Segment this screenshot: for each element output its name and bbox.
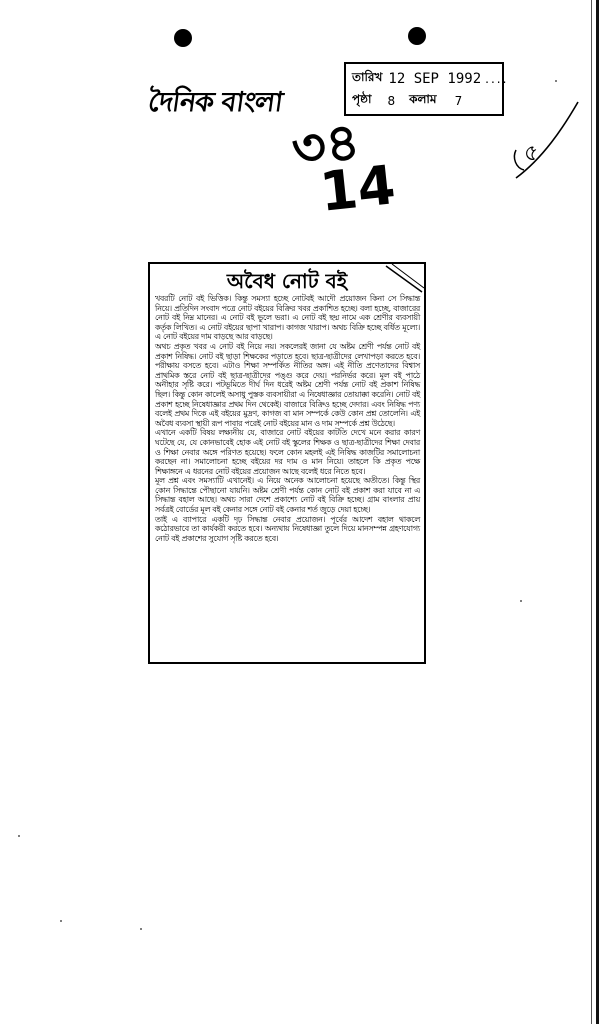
- punch-hole-left: [174, 29, 192, 47]
- date-label: তারিখ: [352, 70, 383, 84]
- punch-hole-right: [408, 27, 426, 45]
- handwritten-margin-mark: [508, 98, 583, 183]
- page-value: 8: [387, 94, 396, 108]
- article-paragraph: অথচ প্রকৃত খবর এ নোট বই নিয়ে নয়। সকলেরই জানা যে অষ্টম শ্রেণী পর্যন্ত নোট বই প্রকাশ নিষিদ্ধ। নোট বই ছাড়া শিক্ষকের পড়াতে হবে। ছাত্র-ছাত্রীদের লেখাপড়া করতে হবে। পরীক্ষায় বসতে হবে। এটাও শিক্ষা সম্পর্কিত নীতির অঙ্গ। এই নীতি প্রণেতাদের বিশ্বাস প্রাথমিক স্তরে নোট বই ছাত্র-ছাত্রীদের পঙ্গু করে দেয়। পরনির্ভর করে। মূল বই পাঠে অনীহার সৃষ্টি করে। পটভূমিতে দীর্ঘ দিন ধরেই অষ্টম শ্রেণী পর্যন্ত নোট বই প্রকাশ নিষিদ্ধ ছিল। কিন্তু কোন কালেই অসাধু পুস্তক ব্যবসায়ীরা এ নিষেধাজ্ঞার তোয়াক্কা করেনি। নোট বই প্রকাশ হচ্ছে নিষেধাজ্ঞার প্রথম দিন থেকেই। বাজারে বিক্রিও হচ্ছে দেদার। এবং নিষিদ্ধ পণ্য বলেই প্রথম দিকে এই বইয়ের মুদ্রণ, কাগজ বা মান সম্পর্কে কেউ কোন প্রশ্ন তোলেনি। এই অবৈধ ব্যবসা স্থায়ী রূপ পাবার পরেই নোট বইয়ের মান ও দাম সম্পর্কে প্রশ্ন উঠেছে।: [155, 341, 420, 428]
- column-label: কলাম: [409, 92, 437, 106]
- article-paragraph: এখানে একটি বিষয় লক্ষ্যনীয় যে, বাজারে নোট বইয়ের কাটতি দেখে মনে করার কারণ ঘটেছে যে, যে কোনভাবেই হোক এই নোট বই স্কুলের শিক্ষক ও ছাত্র-ছাত্রীদের শিক্ষা দেবার ও শিক্ষা নেবার অঙ্গে পরিণত হয়েছে। ফলে কোন মহলই এই নিষিদ্ধ কাজটির সমালোচনা করছেন না। সমালোচনা হচ্ছে বইয়ের দর দাম ও মান নিয়ে। তাহলে কি প্রকৃত পক্ষে শিক্ষাঙ্গনে এ ধরনের নোট বইয়ের প্রয়োজন আছে বলেই ধরে নিতে হবে।: [155, 428, 420, 476]
- date-stamp: তারিখ 12 SEP 1992 .... পৃষ্ঠা 8 কলাম 7: [344, 62, 504, 116]
- handwritten-item-number: 14: [316, 153, 399, 224]
- page-edge-inner: [591, 0, 592, 1024]
- newspaper-masthead: দৈনিক বাংলা: [146, 87, 285, 118]
- scan-speck: [520, 600, 522, 602]
- scan-speck: [555, 80, 557, 82]
- scan-speck: [140, 928, 142, 930]
- newspaper-clipping: [148, 262, 426, 664]
- corner-fold-icon: [384, 264, 424, 294]
- page-edge: [596, 0, 599, 1024]
- handwritten-file-number: ৩৪: [288, 111, 364, 181]
- column-value: 7: [454, 94, 463, 108]
- scan-speck: [18, 835, 20, 837]
- margin-mark-text: ৫: [524, 141, 539, 166]
- page-label: পৃষ্ঠা: [352, 92, 372, 106]
- article-paragraph: মূল প্রশ্ন এবং সমস্যাটি এখানেই। এ নিয়ে অনেক আলোচনা হয়েছে অতীতে। কিন্তু স্থির কোন সিদ্ধান্তে পৌছানো যায়নি। অষ্টম শ্রেণী পর্যন্ত কোন নোট বই প্রকাশ করা যাবে না এ সিদ্ধান্ত বহাল আছে। অথচ সারা দেশে প্রকাশ্যে নোট বই বিক্রি হচ্ছে। গ্রাম বাংলার প্রায় সর্বত্রই বোর্ডের মূল বই কেনার সঙ্গে নোট বই কেনার শর্ত জুড়ে দেয়া হচ্ছে।: [155, 476, 420, 515]
- article-paragraph: খবরটি নোট বই ভিত্তিক। কিন্তু সমস্যা হচ্ছে নোটবই আদৌ প্রয়োজন কিনা সে সিদ্ধান্ত নিয়ে। প্রতিদিন সংবাদ পত্রে নোট বইয়ের বিক্রির খবর প্রকাশিত হচ্ছে। বলা হচ্ছে, বাজারের নোট বই নিম্ন মানের। এ নোট বই ভুলে ভরা। এ নোট বই ছদ্ম নামে এক শ্রেণীর ব্যবসায়ী কর্তৃক লিখিত। এ নোট বইয়ের ছাপা খারাপ। কাগজ খারাপ। অথচ বিক্রি হচ্ছে বর্ধিত মূল্যে। এ নোট বইয়ের দাম বাড়ছে আর বাড়ছে।: [155, 294, 420, 342]
- article-paragraph: তাই এ ব্যাপারে একটি দৃঢ় সিদ্ধান্ত নেবার প্রয়োজন। পূর্বের আদেশ বহাল থাকলে কঠোরভাবে তা কার্যকরী করতে হবে। অন্যথায় নিষেধাজ্ঞা তুলে দিয়ে মানসম্পন্ন গ্রহণযোগ্য নোট বই প্রকাশের সুযোগ সৃষ্টি করতে হবে।: [155, 514, 420, 543]
- article-body: [150, 294, 424, 543]
- date-value: 12 SEP 1992: [388, 71, 482, 87]
- article-title: অবৈধ নোট বই: [226, 269, 348, 293]
- scan-speck: [60, 920, 62, 922]
